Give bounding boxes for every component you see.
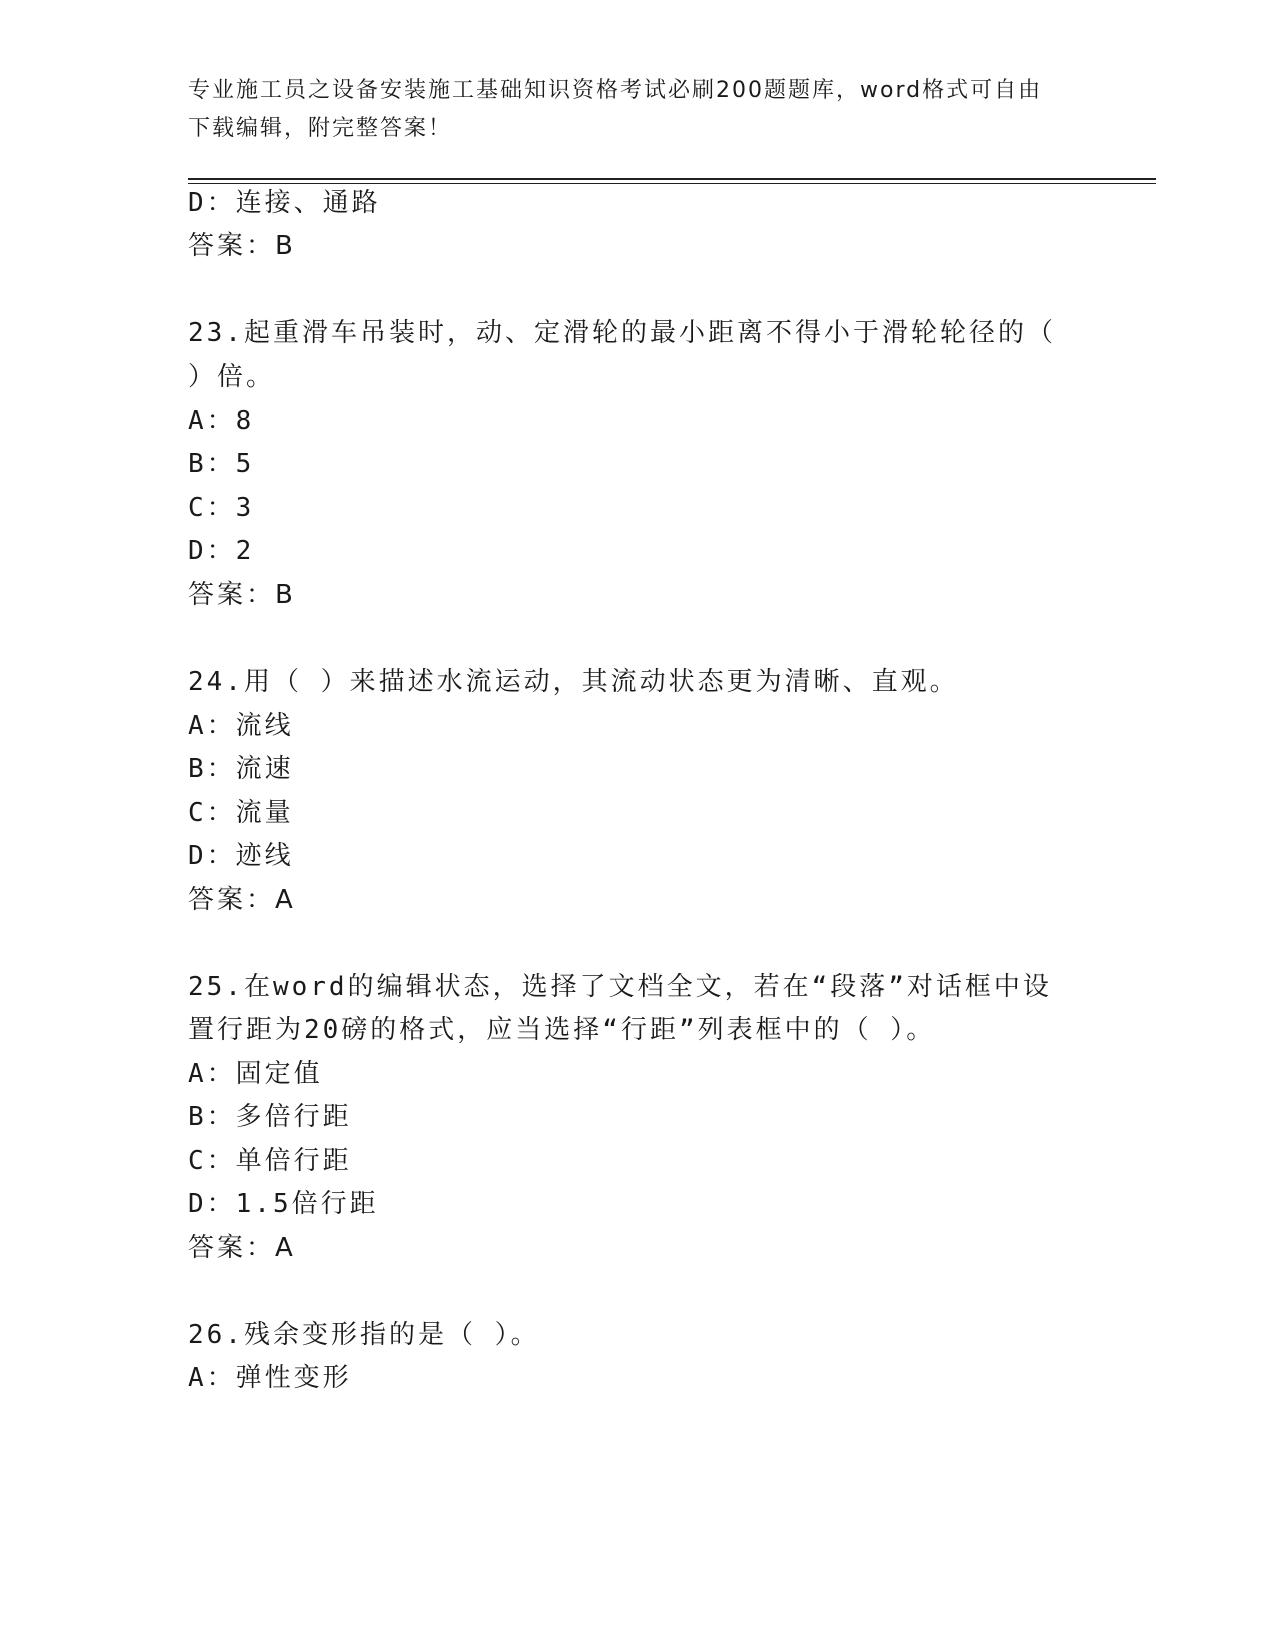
- q23-stem-line-1: 23.起重滑车吊装时，动、定滑轮的最小距离不得小于滑轮轮径的（: [188, 318, 1056, 348]
- q23-option-a: A：8: [188, 406, 255, 436]
- q23-answer: 答案：B: [188, 580, 296, 610]
- q25-option-d: D：1.5倍行距: [188, 1189, 379, 1219]
- q23-stem-line-2: ）倍。: [188, 362, 276, 392]
- q25-stem-line-1: 25.在word的编辑状态，选择了文档全文，若在“段落”对话框中设: [188, 972, 1052, 1002]
- q24-stem-line-1: 24.用（ ）来描述水流运动，其流动状态更为清晰、直观。: [188, 667, 959, 697]
- document-header: [188, 72, 1088, 148]
- q25-option-a: A：固定值: [188, 1059, 323, 1089]
- q26-option-a: A：弹性变形: [188, 1363, 352, 1393]
- q24-option-d: D：迹线: [188, 841, 294, 871]
- header-title-line-1: 专业施工员之设备安装施工基础知识资格考试必刷200题题库，word格式可自由: [188, 78, 1043, 103]
- q22-option-d: D：连接、通路: [188, 188, 381, 218]
- q23-option-d: D：2: [188, 536, 255, 566]
- q25-answer: 答案：A: [188, 1233, 296, 1263]
- q23-option-b: B：5: [188, 449, 255, 479]
- q25-option-b: B：多倍行距: [188, 1102, 352, 1132]
- q22-answer: 答案：B: [188, 231, 296, 261]
- q24-option-b: B：流速: [188, 754, 294, 784]
- header-title-line-2: 下载编辑，附完整答案！: [188, 116, 453, 141]
- q24-option-c: C：流量: [188, 798, 294, 828]
- q23-option-c: C：3: [188, 493, 255, 523]
- q26-stem-line-1: 26.残余变形指的是（ ）。: [188, 1320, 540, 1350]
- header-divider-thin: [188, 183, 1156, 184]
- q24-option-a: A：流线: [188, 711, 294, 741]
- q24-answer: 答案：A: [188, 885, 296, 915]
- q25-option-c: C：单倍行距: [188, 1146, 352, 1176]
- q25-stem-line-2: 置行距为20磅的格式，应当选择“行距”列表框中的（ ）。: [188, 1015, 936, 1045]
- header-divider-thick: [188, 178, 1156, 180]
